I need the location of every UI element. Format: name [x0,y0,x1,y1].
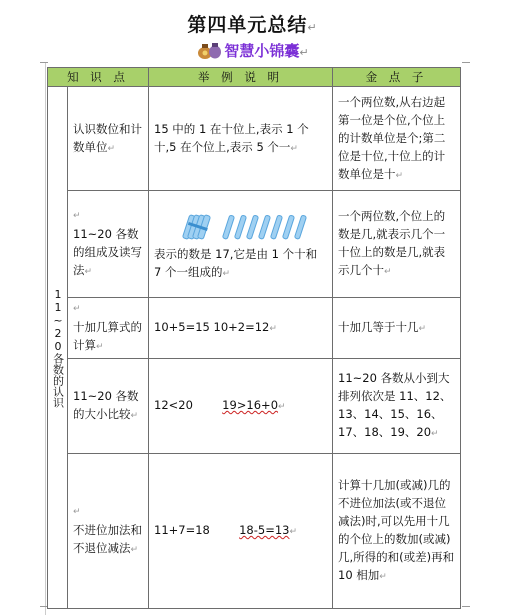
topic-text: 认识数位和计数单位 [73,121,142,154]
example-text-a: 12<20 [154,398,193,412]
topic-cell: 认识数位和计数单位↵ [68,87,149,191]
ten-sticks-bundle [182,215,210,240]
paragraph-mark: ↵ [299,46,309,59]
header-example: 举 例 说 明 [149,68,333,87]
example-text-b: 19>16+0 [222,398,279,412]
tip-text: 一个两位数,从右边起第一位是个位,个位上的计数单位是个;第二位是十位,十位上的计数单位是十 [338,94,446,181]
topic-cell: 11~20 各数的大小比较↵ [68,359,149,454]
example-cell: 15 中的 1 在十位上,表示 1 个十,5 在个位上,表示 5 个一↵ [149,87,333,191]
table-row [48,454,461,609]
table-row [48,87,461,191]
tip-cell: 十加几等于十几↵ [333,298,461,359]
topic-text: 十加几算式的计算 [73,320,142,352]
summary-table [47,67,461,609]
example-cell: 表示的数是 17,它是由 1 个十和 7 个一组成的↵ [149,191,333,298]
crop-mark [40,62,48,63]
tip-cell: 一个两位数,个位上的数是几,就表示几个一十位上的数是几,就表示几个十↵ [333,191,461,298]
table-row [48,191,461,298]
side-category-label: 11~20各数的认识 [51,287,65,408]
example-cell: 11+7=18 18-5=13↵ [149,454,333,609]
topic-cell: ↵ 不进位加法和不退位减法↵ [68,454,149,609]
topic-cell: ↵ 11~20 各数的组成及读写法↵ [68,191,149,298]
example-text-a: 11+7=18 [154,523,210,537]
tip-cell: 11~20 各数从小到大排列依次是 11、12、13、14、15、16、17、18、19、20↵ [333,359,461,454]
example-text: 10+5=15 10+2=12 [154,320,270,334]
subtitle: 智慧小锦囊↵ [0,40,505,61]
topic-text: 不进位加法和不退位减法 [73,523,142,555]
table-header-row [48,68,461,87]
example-text-b: 18-5=13 [239,523,290,537]
tip-cell: 计算十几加(或减)几的不进位加法(或不退位减法)时,可以先用十几的个位上的数加(或减)几,所得的和(或差)再和 10 相加↵ [333,454,461,609]
example-text: 表示的数是 17,它是由 1 个十和 7 个一组成的 [154,247,318,279]
paragraph-mark: ↵ [307,21,318,34]
topic-cell: ↵ 十加几算式的计算↵ [68,298,149,359]
topic-text: 11~20 各数的组成及读写法 [73,227,142,277]
example-text: 15 中的 1 在十位上,表示 1 个十,5 在个位上,表示 5 个一 [154,121,309,154]
page-margin-line [45,62,46,615]
crop-mark [462,606,470,607]
topic-text: 11~20 各数的大小比较 [73,389,139,421]
crop-mark [462,62,470,63]
example-cell: 10+5=15 10+2=12↵ [149,298,333,359]
header-knowledge-point: 知 识 点 [48,68,149,87]
table-row [48,298,461,359]
header-tips: 金 点 子 [333,68,461,87]
side-category-cell [48,87,68,609]
single-sticks [222,215,306,239]
table-row [48,359,461,454]
money-bag-icon [196,40,222,60]
tip-cell: 一个两位数,从右边起第一位是个位,个位上的计数单位是个;第二位是十位,十位上的计数单位是十↵ [333,87,461,191]
tip-text: 十加几等于十几 [338,320,419,334]
tip-text: 11~20 各数从小到大排列依次是 11、12、13、14、15、16、17、18、19、20 [338,371,452,439]
counting-sticks-illustration [182,211,322,241]
example-cell: 12<20 19>16+0↵ [149,359,333,454]
tip-text: 一个两位数,个位上的数是几,就表示几个一十位上的数是几,就表示几个十 [338,209,446,277]
page-title: 第四单元总结↵ [187,14,318,36]
tip-text: 计算十几加(或减)几的不进位加法(或不退位减法)时,可以先用十几的个位上的数加(或减)几,所得的和(或差)再和 10 相加 [338,478,455,582]
